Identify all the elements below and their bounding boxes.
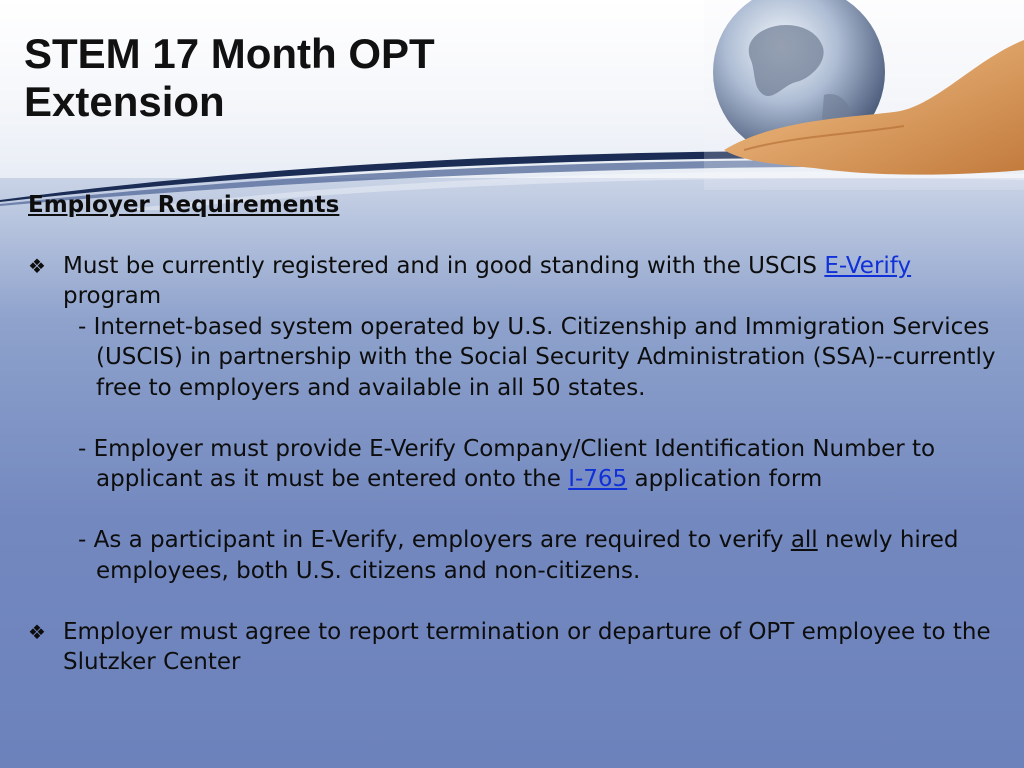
- bullet-everify-text: Must be currently registered and in good standing with the USCIS: [63, 252, 825, 279]
- slide-title-line1: STEM 17 Month OPT: [24, 30, 435, 77]
- sub-point-internet-system: - Internet-based system operated by U.S. Citizenship and Immigration Services (USCIS) in partnership with the Social Security Administration (SSA)--currently free to employers and available in all 50 states.: [78, 313, 996, 401]
- sub-point-id-text: - Employer must provide E-Verify Company/Client Identification Number to applicant as it must be entered onto the: [78, 435, 936, 492]
- sub-point-verify-text: - As a participant in E-Verify, employers are required to verify: [78, 527, 791, 553]
- sub-point-id-text-after: application form: [627, 466, 823, 492]
- spacer: [28, 586, 1003, 617]
- sub-point-identification-number: [28, 434, 1003, 495]
- slide-title-line2: Extension: [24, 78, 225, 125]
- all-emphasis: all: [790, 527, 818, 553]
- employer-requirements-heading: Employer Requirements: [28, 192, 340, 218]
- sub-point-verify-all: [28, 525, 1003, 586]
- sub-point-verify-text-after: newly hired employees, both U.S. citizens and non-citizens.: [96, 527, 959, 584]
- i765-link[interactable]: I-765: [568, 466, 628, 492]
- diamond-bullet-icon: ❖: [28, 619, 46, 644]
- globe-in-hand-image: [704, 0, 1024, 190]
- bullet-everify-registration: [28, 251, 1003, 312]
- bullet-everify-text-after: program: [63, 283, 162, 309]
- bullet-report-text: Employer must agree to report termination or departure of OPT employee to the Slutzker Center: [63, 618, 991, 675]
- diamond-bullet-icon: ❖: [28, 253, 46, 278]
- bullet-report-termination: [28, 617, 1003, 678]
- spacer: [28, 403, 1003, 434]
- slide-body: [28, 190, 1003, 678]
- everify-link[interactable]: E-Verify: [824, 252, 912, 279]
- slide-title: [24, 30, 584, 126]
- spacer: [28, 495, 1003, 526]
